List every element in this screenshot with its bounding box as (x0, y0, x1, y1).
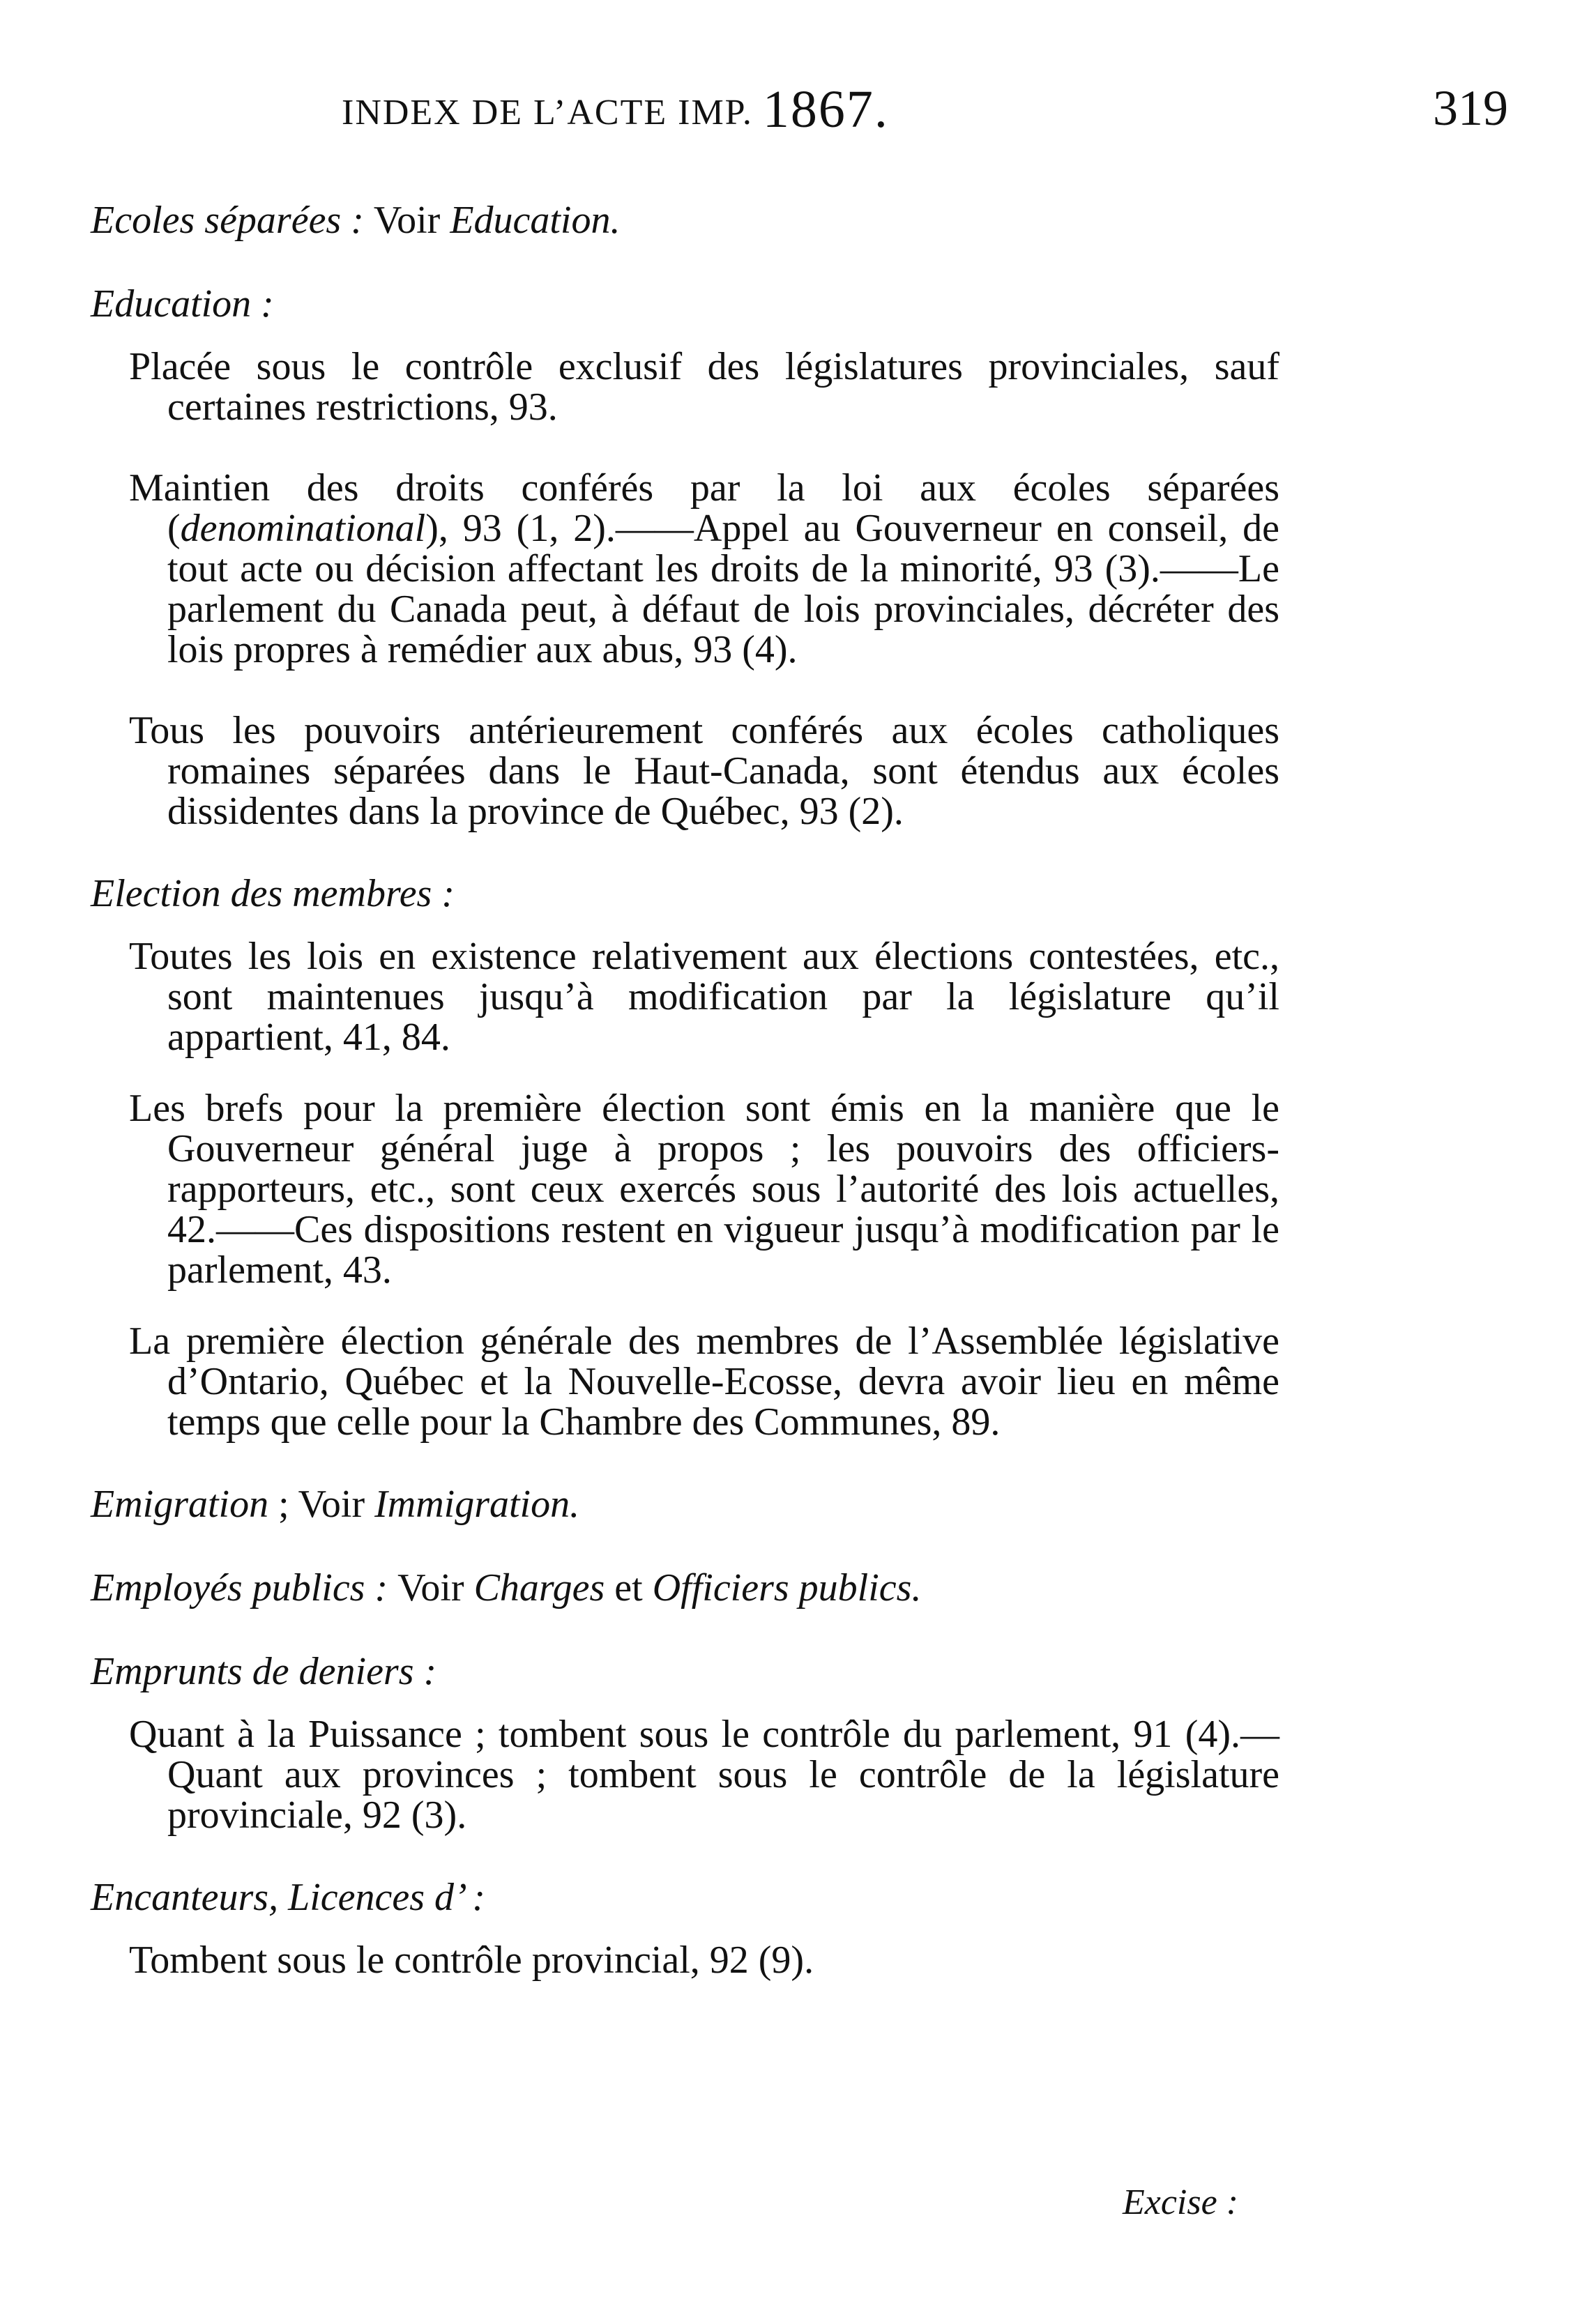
election-paragraph-3: La première élection générale des membres de l’Assemblée législative d’Ontario, Québec et la Nouvelle-Ecosse, devra avoir lieu en même temps que celle pour la Chambre des Communes, 89. (129, 1320, 1279, 1444)
election-paragraph-2: Les brefs pour la première élection sont émis en la manière que le Gouverneur général juge à propos ; les pouvoirs des officiers-rapporteurs, etc., sont ceux exercés sous l’autorité des lois actuelles, 42.——Ces dispositions restent en vigueur jusqu’à modification par le parlement, 43. (129, 1087, 1279, 1292)
emprunts-paragraph-1: Quant à la Puissance ; tombent sous le contrôle du parlement, 91 (4).—Quant aux provinces ; tombent sous le contrôle de la législature provinciale, 92 (3). (129, 1713, 1279, 1837)
education-paragraph-2-part-b: ), 93 (1, 2).——Appel au Gouverneur en conseil, de tout acte ou décision affectant les droits de la minorité, 93 (3).——Le parlement du Canada peut, à défaut de lois provinciales, décréter des lois propres à remédier aux abus, 93 (4). (167, 507, 1279, 671)
entry-education-heading: Education : (91, 282, 274, 326)
running-head-title-text: INDEX DE L’ACTE IMP. (342, 93, 753, 132)
entry-ecoles-separees (91, 199, 1276, 242)
voir-label: Voir (397, 1566, 464, 1610)
cross-reference: Immigration. (374, 1483, 580, 1526)
catchword: Excise : (1123, 2182, 1239, 2222)
entry-heading: Emigration (91, 1483, 269, 1526)
cross-reference: Charges (473, 1566, 605, 1610)
page-number: 319 (1433, 80, 1508, 136)
encanteurs-paragraph-1: Tombent sous le contrôle provincial, 92 (9). (129, 1939, 814, 1982)
index-content (91, 199, 1279, 1982)
education-paragraph-2 (129, 468, 1279, 670)
entry-election-heading: Election des membres : (91, 872, 455, 915)
entry-heading: Employés publics : (91, 1566, 388, 1610)
cross-reference: Officiers publics. (652, 1566, 922, 1610)
entry-employes-publics (91, 1566, 1276, 1610)
education-paragraph-3: Tous les pouvoirs antérieurement conférés aux écoles catholiques romaines séparées dans le Haut-Canada, sont étendus aux écoles dissidentes dans la province de Québec, 93 (2). (129, 709, 1279, 833)
election-paragraph-1: Toutes les lois en existence relativement aux élections contestées, etc., sont maintenues jusqu’à modification par la législature qu’il appartient, 41, 84. (129, 935, 1279, 1059)
conjunction: et (614, 1566, 643, 1610)
running-head-year: 1867. (762, 80, 889, 139)
education-paragraph-2-term: denominational (180, 507, 426, 550)
education-paragraph-2-part-a: Maintien des droits conférés par la loi aux écoles séparées ( (129, 466, 1279, 550)
running-head-title (342, 77, 889, 137)
voir-label: Voir (373, 199, 441, 242)
running-head (0, 77, 1573, 139)
entry-encanteurs-heading: Encanteurs, Licences d’ : (91, 1876, 486, 1919)
entry-heading: Ecoles séparées : (91, 199, 364, 242)
education-paragraph-1: Placée sous le contrôle exclusif des législatures provinciales, sauf certaines restrictions, 93. (129, 345, 1279, 429)
separator: ; (268, 1483, 298, 1526)
voir-label: Voir (298, 1483, 365, 1526)
entry-emigration (91, 1483, 1276, 1526)
entry-emprunts-heading: Emprunts de deniers : (91, 1650, 437, 1693)
cross-reference: Education. (450, 199, 621, 242)
